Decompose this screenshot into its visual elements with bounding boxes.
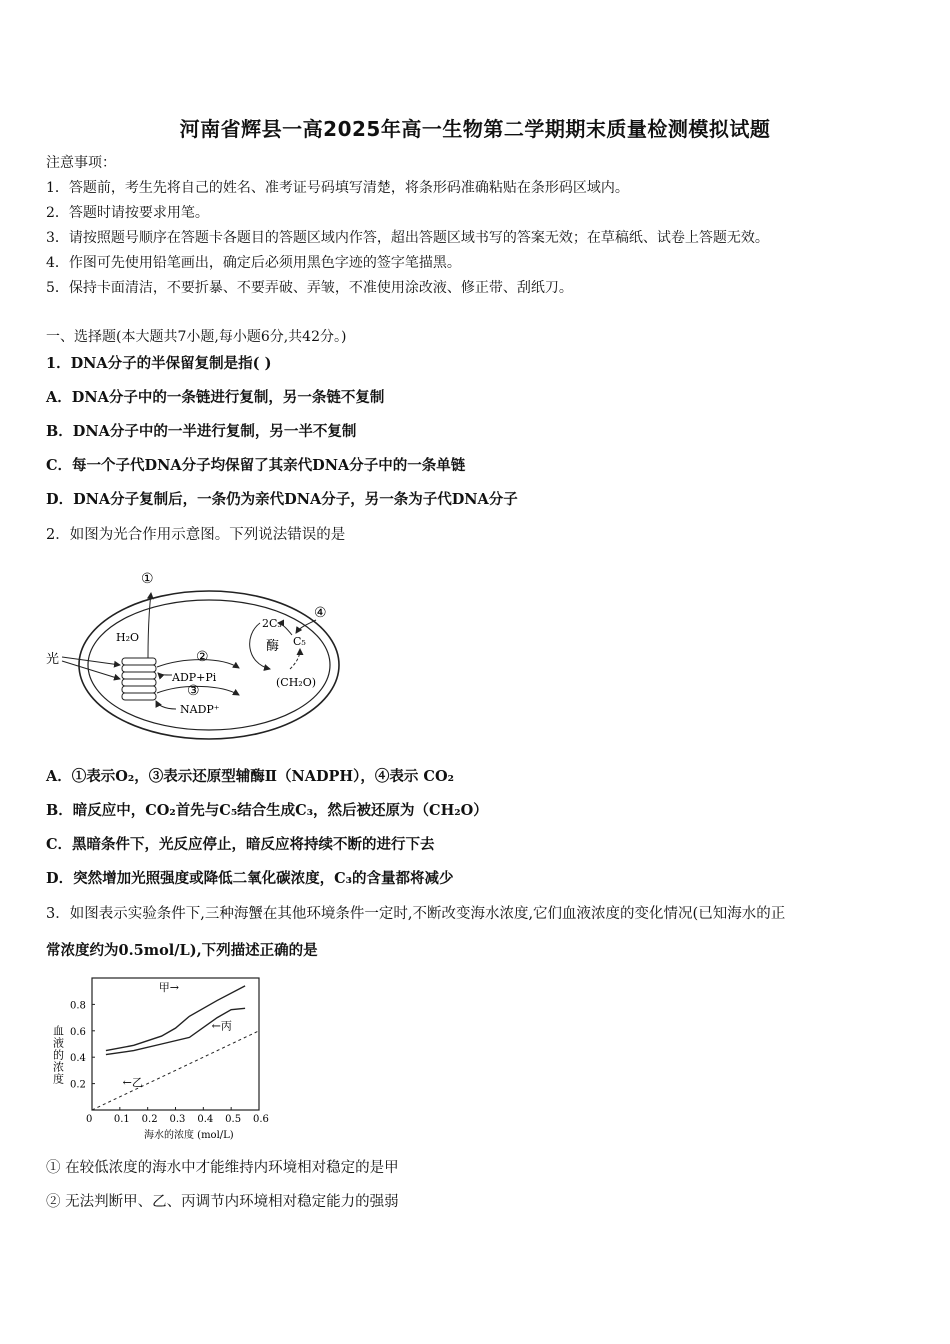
marker-4: ④ bbox=[314, 605, 327, 621]
ch2o-to-c5-arrow bbox=[290, 649, 300, 669]
series-label-甲: 甲→ bbox=[158, 981, 180, 995]
photosynthesis-diagram bbox=[44, 565, 344, 745]
x-tick-label: 0 bbox=[86, 1114, 93, 1125]
enzyme-label: 酶 bbox=[266, 639, 280, 654]
y-tick-label: 0.4 bbox=[70, 1053, 86, 1065]
nadp-label: NADP⁺ bbox=[180, 703, 220, 716]
q1-option-b: B．DNA分子中的一半进行复制，另一半不复制 bbox=[46, 423, 357, 440]
q2-option-b: B．暗反应中，CO₂首先与C₅结合生成C₃，然后被还原为（CH₂O） bbox=[46, 802, 488, 819]
q1-stem: 1．DNA分子的半保留复制是指( ) bbox=[46, 355, 272, 372]
q1-option-a: A．DNA分子中的一条链进行复制，另一条链不复制 bbox=[46, 389, 385, 406]
series-line-乙 bbox=[92, 1031, 259, 1110]
notice-item-4: 4．作图可先使用铅笔画出，确定后必须用黑色字迹的签字笔描黑。 bbox=[46, 255, 461, 271]
x-tick-label: 0.5 bbox=[225, 1114, 242, 1125]
adp-label: ADP+Pi bbox=[172, 671, 217, 684]
notice-item-5: 5．保持卡面清洁，不要折暴、不要弄破、弄皱，不准使用涂改液、修正带、刮纸刀。 bbox=[46, 280, 573, 296]
page-title: 河南省辉县一高2025年高一生物第二学期期末质量检测模拟试题 bbox=[179, 117, 771, 141]
q3-stem-line-2: 常浓度约为0.5mol/L),下列描述正确的是 bbox=[46, 942, 318, 959]
q1-option-d: D．DNA分子复制后，一条仍为亲代DNA分子，另一条为子代DNA分子 bbox=[46, 491, 518, 508]
marker-1: ① bbox=[141, 571, 154, 587]
notice-item-1: 1．答题前，考生先将自己的姓名、准考证号码填写清楚，将条形码准确粘贴在条形码区域内。 bbox=[46, 180, 629, 196]
ch2o-label: (CH₂O) bbox=[276, 676, 317, 689]
q2-stem: 2．如图为光合作用示意图。下列说法错误的是 bbox=[46, 527, 346, 543]
marker-2: ② bbox=[196, 649, 209, 665]
c3-label: 2C₃ bbox=[262, 617, 282, 630]
q2-option-a: A．①表示O₂，③表示还原型辅酶Ⅱ（NADPH），④表示 CO₂ bbox=[46, 768, 454, 785]
series-label-乙: ←乙 bbox=[122, 1076, 143, 1090]
plot-frame bbox=[92, 978, 259, 1110]
y-axis-label: 血液的浓度 bbox=[51, 1025, 65, 1085]
section-heading: 一、选择题(本大题共7小题,每小题6分,共42分。) bbox=[46, 329, 347, 345]
x-tick-label: 0.6 bbox=[253, 1114, 269, 1125]
nadp-return-arrow bbox=[156, 701, 176, 709]
x-tick-label: 0.4 bbox=[197, 1114, 214, 1125]
q3-stem-line-1: 3．如图表示实验条件下,三种海蟹在其他环境条件一定时,不断改变海水浓度,它们血液浓度的变化情况(已知海水的正 bbox=[46, 906, 786, 922]
blood-concentration-chart bbox=[44, 970, 284, 1150]
y-tick-label: 0.6 bbox=[70, 1026, 86, 1038]
notice-heading: 注意事项： bbox=[46, 155, 116, 171]
x-axis-label: 海水的浓度 (mol/L) bbox=[144, 1130, 234, 1141]
light-label: 光 bbox=[46, 652, 60, 667]
o2-arrow bbox=[148, 593, 151, 658]
notice-item-3: 3．请按照题号顺序在答题卡各题目的答题区域内作答，超出答题区域书写的答案无效；在草稿纸、试卷上答题无效。 bbox=[46, 230, 769, 246]
x-tick-label: 0.1 bbox=[113, 1114, 130, 1125]
x-tick-label: 0.2 bbox=[141, 1114, 158, 1125]
adp-return-arrow bbox=[158, 673, 172, 675]
q3-statement-2: ② 无法判断甲、乙、丙调节内环境相对稳定能力的强弱 bbox=[46, 1194, 399, 1210]
y-tick-label: 0.2 bbox=[70, 1079, 86, 1091]
water-label: H₂O bbox=[116, 631, 140, 644]
notice-item-2: 2．答题时请按要求用笔。 bbox=[46, 205, 209, 221]
grana-stack bbox=[122, 658, 156, 700]
c5-label: C₅ bbox=[293, 635, 306, 648]
q2-option-c: C．黑暗条件下，光反应停止，暗反应将持续不断的进行下去 bbox=[46, 836, 435, 853]
y-tick-label: 0.8 bbox=[70, 1000, 86, 1012]
marker-3: ③ bbox=[187, 683, 200, 699]
q3-statement-1: ① 在较低浓度的海水中才能维持内环境相对稳定的是甲 bbox=[46, 1160, 399, 1176]
q2-option-d: D．突然增加光照强度或降低二氧化碳浓度，C₃的含量都将减少 bbox=[46, 870, 454, 887]
q1-option-c: C．每一个子代DNA分子均保留了其亲代DNA分子中的一条单链 bbox=[46, 457, 466, 474]
x-tick-label: 0.3 bbox=[169, 1114, 186, 1125]
series-label-丙: ←丙 bbox=[211, 1019, 232, 1033]
